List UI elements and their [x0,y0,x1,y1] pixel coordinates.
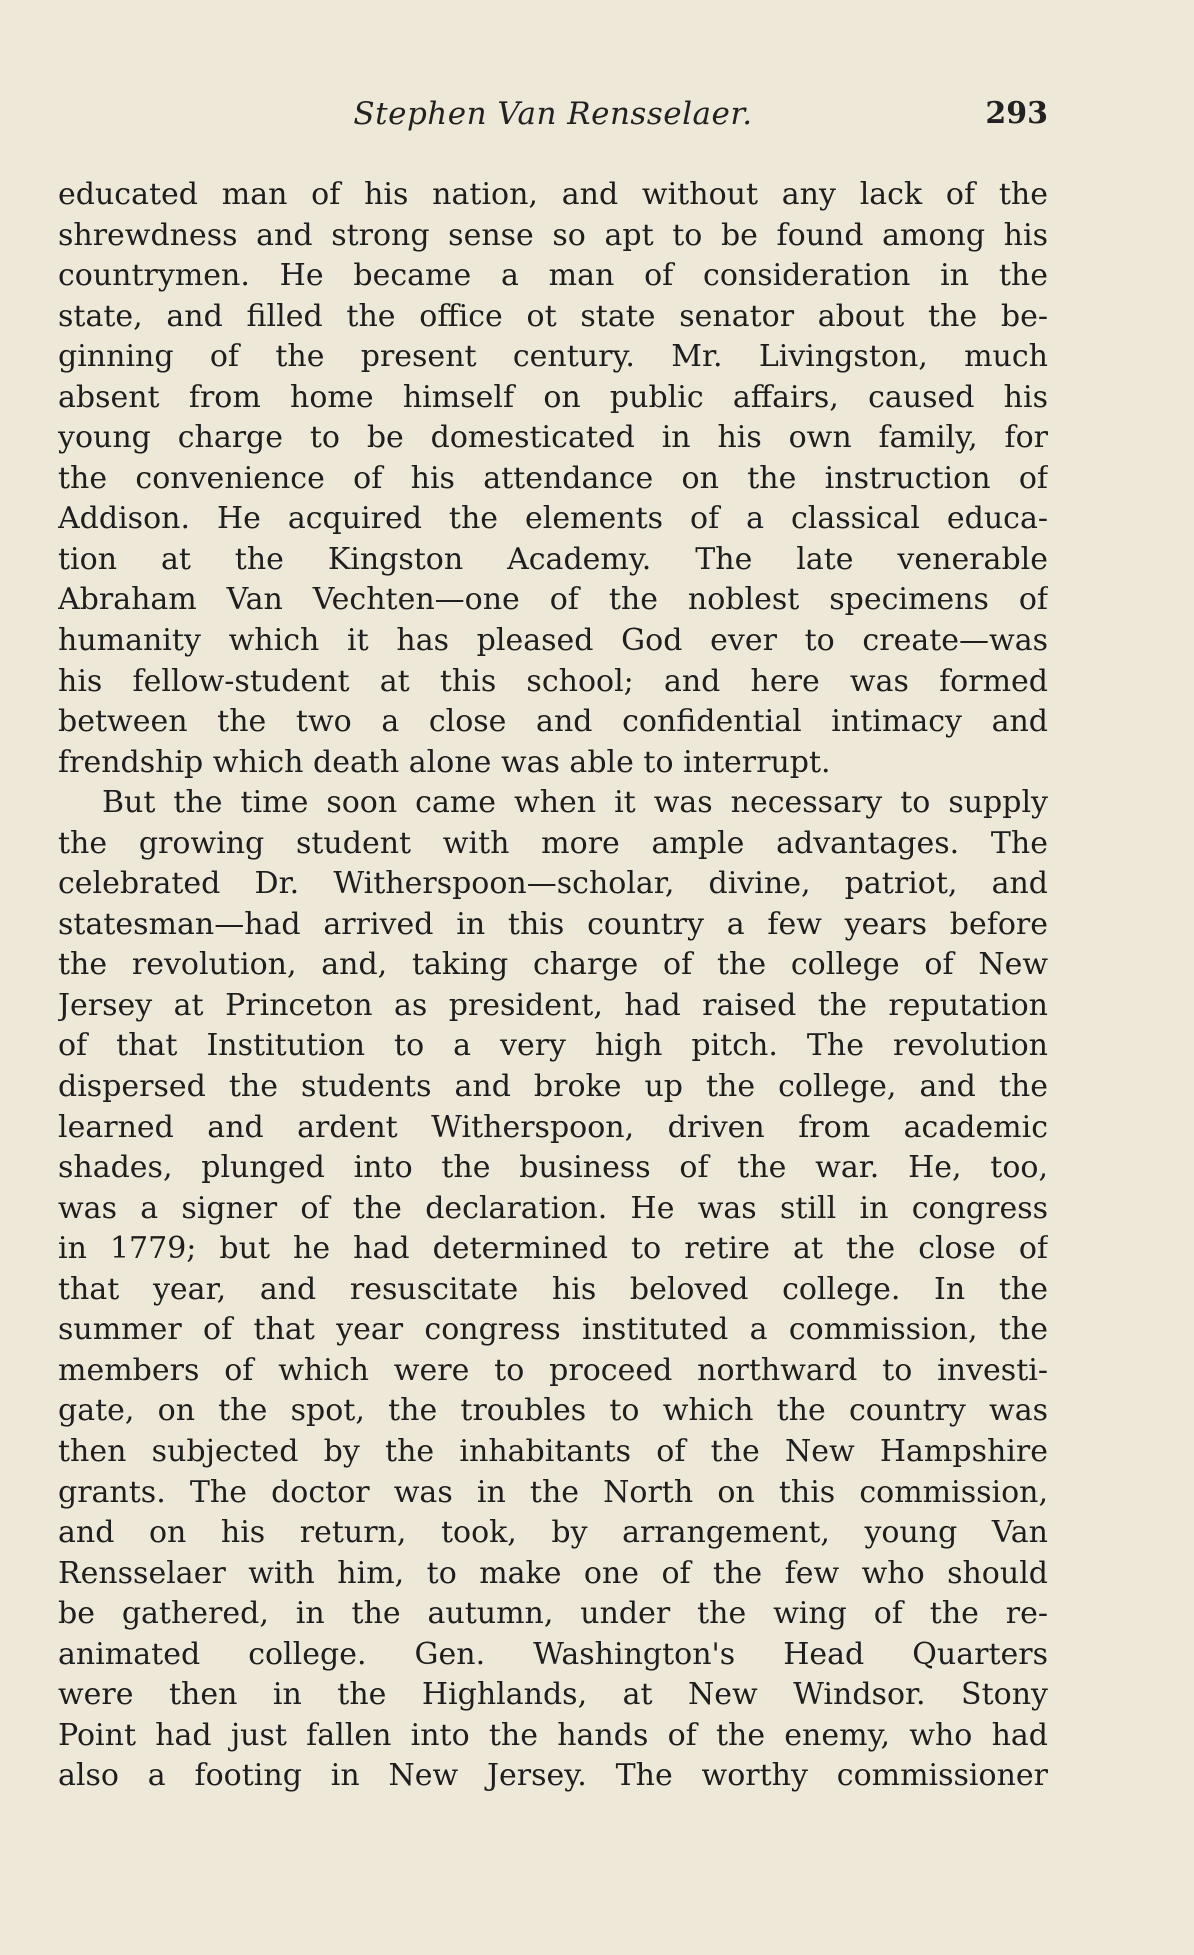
paragraph-1 [58,175,1048,783]
text-line: Rensselaer with him, to make one of the few who should [58,1555,1048,1591]
text-line: the revolution, and, taking charge of the college of New [58,947,1048,983]
page-number: 293 [985,96,1048,131]
body-text [58,175,1048,1797]
text-line: were then in the Highlands, at New Windsor. Stony [58,1677,1048,1713]
text-line: humanity which it has pleased God ever to create—was [58,623,1048,659]
text-line: then subjected by the inhabitants of the New Hampshire [58,1433,1048,1469]
running-title: Stephen Van Rensselaer. [353,96,753,132]
text-line: learned and ardent Witherspoon, driven from academic [58,1109,1048,1145]
text-line: But the time soon came when it was necessary to supply [102,785,1048,821]
text-line: summer of that year congress instituted a commission, the [58,1312,1048,1348]
text-line: the growing student with more ample advantages. The [58,825,1048,861]
text-line: educated man of his nation, and without any lack of the [58,177,1048,212]
text-line: between the two a close and confidential intimacy and [58,704,1048,740]
page-header [58,96,1048,146]
text-line: animated college. Gen. Washington's Head Quarters [58,1636,1048,1672]
text-line: shrewdness and strong sense so apt to be found among his [58,217,1048,253]
text-line: his fellow-student at this school; and here was formed [58,663,1048,699]
text-line: ginning of the present century. Mr. Livingston, much [58,339,1048,375]
text-line: in 1779; but he had determined to retire at the close of [58,1231,1048,1267]
text-line: was a signer of the declaration. He was still in congress [58,1190,1048,1226]
text-line: grants. The doctor was in the North on this commission, [58,1474,1048,1510]
text-line: gate, on the spot, the troubles to which the country was [58,1393,1048,1429]
paragraph-2 [58,783,1048,1797]
text-line: tion at the Kingston Academy. The late venerable [58,541,1048,577]
text-line: Point had just fallen into the hands of the enemy, who had [58,1717,1048,1753]
text-line: that year, and resuscitate his beloved college. In the [58,1271,1048,1307]
text-line: statesman—had arrived in this country a few years before [58,906,1048,942]
text-line: countrymen. He became a man of consideration in the [58,258,1048,294]
text-line: frendship which death alone was able to interrupt. [58,744,831,780]
text-line: state, and filled the office ot state senator about the be- [58,298,1048,334]
text-line: Jersey at Princeton as president, had raised the reputation [58,987,1048,1023]
text-line: celebrated Dr. Witherspoon—scholar, divine, patriot, and [58,866,1048,902]
text-line: also a footing in New Jersey. The worthy commissioner [58,1758,1048,1794]
text-line: the convenience of his attendance on the instruction of [58,460,1048,496]
text-line: and on his return, took, by arrangement, young Van [58,1515,1048,1551]
text-line: be gathered, in the autumn, under the wing of the re- [58,1596,1048,1632]
text-line: shades, plunged into the business of the war. He, too, [58,1150,1048,1186]
text-line: Addison. He acquired the elements of a classical educa- [58,501,1048,537]
text-line: of that Institution to a very high pitch. The revolution [58,1028,1048,1064]
text-line: members of which were to proceed northward to investi- [58,1352,1048,1388]
text-line: dispersed the students and broke up the college, and the [58,1069,1048,1105]
text-line: young charge to be domesticated in his own family, for [58,420,1048,456]
text-line: absent from home himself on public affairs, caused his [58,379,1048,415]
text-line: Abraham Van Vechten—one of the noblest specimens of [58,582,1048,618]
